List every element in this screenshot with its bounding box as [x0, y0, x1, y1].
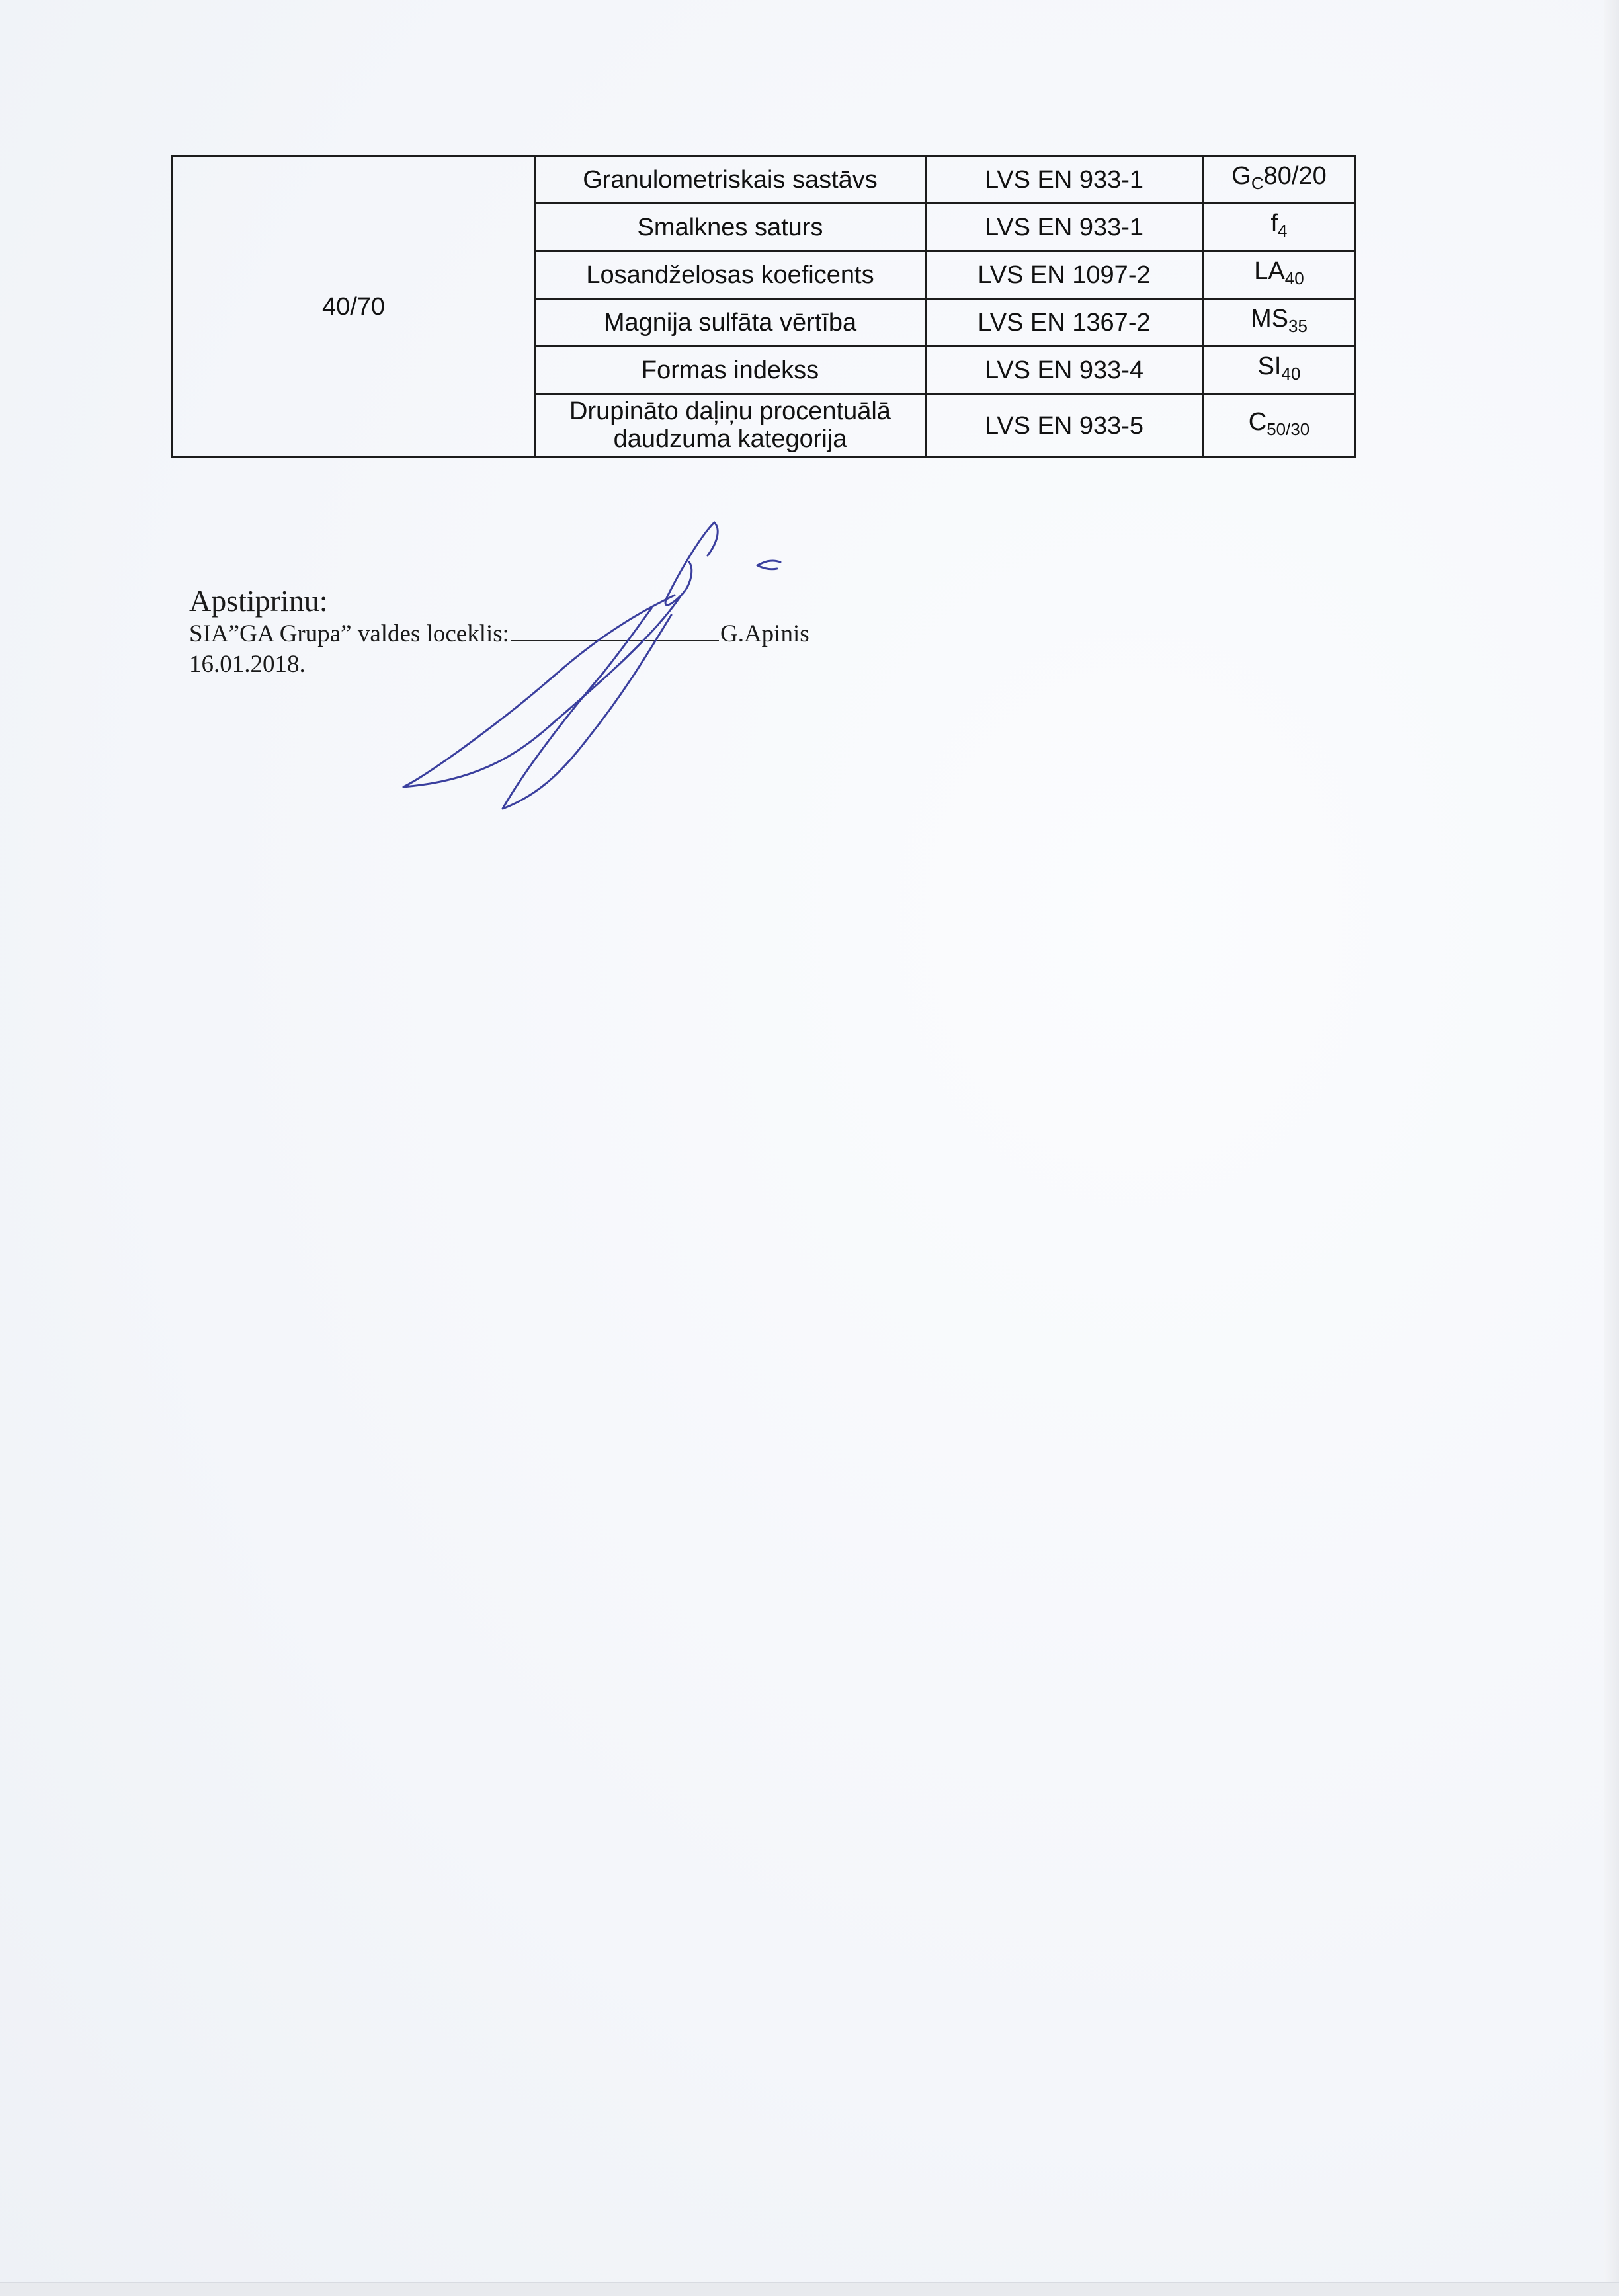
- standard-cell: LVS EN 933-4: [926, 347, 1203, 394]
- property-cell: Smalknes saturs: [535, 204, 926, 251]
- handwritten-signature: [390, 509, 813, 820]
- category-tail: 80/20: [1263, 162, 1327, 190]
- standard-cell: LVS EN 933-1: [926, 204, 1203, 251]
- page-edge-bottom: [0, 2282, 1619, 2296]
- category-subscript: 50/30: [1266, 419, 1310, 439]
- category-cell: [1203, 299, 1356, 347]
- signatory-role: SIA”GA Grupa” valdes loceklis:: [189, 620, 509, 647]
- category-cell: [1203, 347, 1356, 394]
- category-cell: [1203, 156, 1356, 204]
- property-cell: Formas indekss: [535, 347, 926, 394]
- category-subscript: 40: [1284, 268, 1304, 288]
- category-cell: [1203, 204, 1356, 251]
- standard-cell: LVS EN 1097-2: [926, 251, 1203, 299]
- property-cell: Losandželosas koeficents: [535, 251, 926, 299]
- specification-table: [171, 155, 1356, 458]
- approval-date: 16.01.2018.: [189, 651, 306, 678]
- category-main: f: [1270, 210, 1278, 237]
- category-subscript: 4: [1278, 221, 1288, 241]
- standard-cell: LVS EN 933-5: [926, 394, 1203, 458]
- approval-heading: Apstiprinu:: [189, 584, 328, 618]
- category-main: C: [1248, 408, 1267, 436]
- property-cell: [535, 394, 926, 458]
- signatory-name: G.Apinis: [720, 620, 810, 647]
- grade-cell: 40/70: [173, 156, 535, 458]
- page-edge-right: [1604, 0, 1619, 2296]
- category-subscript: 35: [1288, 316, 1308, 336]
- category-main: LA: [1254, 257, 1285, 285]
- category-main: G: [1231, 162, 1251, 190]
- standard-cell: LVS EN 1367-2: [926, 299, 1203, 347]
- category-subscript: 40: [1281, 364, 1301, 384]
- property-cell: Magnija sulfāta vērtība: [535, 299, 926, 347]
- standard-cell: LVS EN 933-1: [926, 156, 1203, 204]
- category-cell: [1203, 394, 1356, 458]
- category-subscript: C: [1251, 173, 1264, 193]
- category-main: MS: [1251, 305, 1289, 333]
- category-cell: [1203, 251, 1356, 299]
- property-text: Drupināto daļiņu procentuālā daudzuma kategorija: [569, 397, 891, 453]
- category-main: SI: [1257, 352, 1282, 380]
- property-cell: Granulometriskais sastāvs: [535, 156, 926, 204]
- table-row: [173, 156, 1356, 204]
